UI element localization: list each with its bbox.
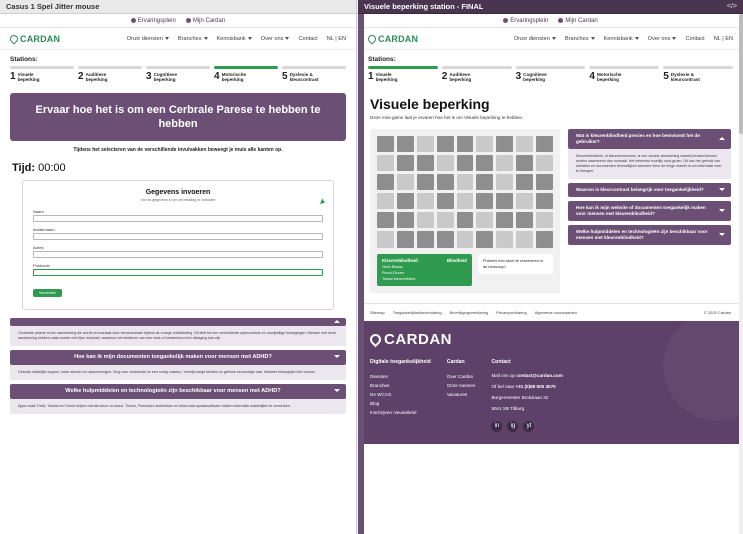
seat-cell[interactable]	[437, 136, 454, 152]
nav-item-onze-diensten[interactable]	[514, 36, 556, 42]
footer-link-onze-mensen[interactable]: Onze mensen	[446, 382, 476, 388]
form-subtitle: Vul uw gegevens in om de betaling te voltooien	[140, 197, 216, 202]
footer-email[interactable]: contact@cardan.com	[516, 372, 563, 378]
seat-cell[interactable]	[377, 174, 394, 190]
field-label: Naam	[33, 208, 44, 214]
footer-link-branches[interactable]: Branches	[370, 382, 390, 388]
step-bar	[589, 66, 659, 69]
chevron-down-icon	[719, 209, 725, 212]
footer-link-sitemap[interactable]: Sitemap	[370, 309, 385, 315]
site-footer	[358, 321, 743, 444]
youtube-icon[interactable]: yt	[523, 421, 534, 432]
seat-cell[interactable]	[476, 212, 493, 228]
utility-label: Mijn Cardan	[565, 17, 598, 24]
footer-email-line	[491, 372, 606, 380]
step-label-line1: Motorische	[221, 71, 247, 77]
seat-cell[interactable]	[536, 231, 553, 247]
timer-label: Tijd:	[12, 161, 36, 174]
footer-email-prefix: Mail ons op	[491, 372, 517, 378]
left-window-title: Casus 1 Spel Jitter mouse	[6, 2, 100, 11]
nav-label: Over ons	[647, 35, 671, 42]
step-number: 4	[214, 70, 220, 82]
station-step-1[interactable]	[368, 66, 438, 82]
seat-cell[interactable]	[536, 136, 553, 152]
chevron-down-icon	[719, 233, 725, 236]
seat-cell[interactable]	[417, 155, 434, 171]
seat-cell[interactable]	[397, 231, 414, 247]
nav-item-kennisbank[interactable]	[604, 36, 639, 42]
left-stations	[0, 50, 356, 86]
stations-steps	[10, 66, 346, 82]
step-bar	[214, 66, 278, 69]
step-number: 4	[589, 70, 595, 82]
step-number: 2	[78, 70, 84, 82]
chevron-up-icon	[719, 137, 725, 140]
seat-cell[interactable]	[437, 174, 454, 190]
legend-item-totaal-kleurenblind[interactable]: Totaal kleurenblind	[382, 275, 416, 281]
utility-ervaringsplein[interactable]	[503, 18, 548, 24]
step-label-line2: beperking	[375, 76, 398, 82]
swirl-icon	[368, 331, 384, 347]
legend-note: Probeer een stoel te reserveren in de bioscoop!	[478, 254, 553, 274]
achternaam-input[interactable]	[33, 233, 323, 240]
footer-address-line2: 5041 SB Tilburg	[491, 405, 525, 411]
colorblind-simulation[interactable]	[370, 129, 560, 292]
accordion-title: Welke hulpmiddelen en technologieën zijn beschikbaar voor mensen met ADHD?	[65, 387, 281, 394]
nav-label: Onze diensten	[126, 35, 163, 42]
footer-links-bar	[358, 303, 743, 321]
step-label-line1: Auditieve	[85, 71, 107, 77]
footer-phone-prefix: Of bel naar	[491, 383, 516, 389]
timer	[12, 162, 356, 174]
seat-cell[interactable]	[417, 231, 434, 247]
chevron-down-icon	[635, 37, 639, 40]
seat-cell[interactable]	[516, 231, 533, 247]
seat-cell[interactable]	[457, 193, 474, 209]
accordion-body-2: Gebruik duidelijke koppen, korte alinea's en opsommingen. Zorg voor voldoende en een rustig ontwerp. Vermijd lange teksten en gebruik eenvoudige taal. Markeer belangrijke info visueel.	[10, 365, 346, 380]
seat-grid[interactable]	[377, 136, 553, 247]
seat-cell[interactable]	[417, 193, 434, 209]
accordion-item-4[interactable]	[568, 225, 731, 245]
legend-box[interactable]	[377, 254, 472, 286]
right-titlebar	[358, 0, 743, 14]
nav-item-kennisbank[interactable]	[217, 36, 252, 42]
chevron-down-icon	[552, 37, 556, 40]
seat-cell[interactable]	[397, 136, 414, 152]
accordion-item-3[interactable]	[10, 384, 346, 399]
simulation-legend	[377, 254, 553, 286]
station-step-2[interactable]	[78, 66, 142, 82]
step-bar	[78, 66, 142, 69]
footer-logo-text: CARDAN	[384, 330, 452, 348]
step-label-line1: Visuele	[17, 71, 34, 77]
step-label-line2: beperking	[221, 76, 244, 82]
accordion-header[interactable]	[568, 183, 731, 197]
stations-label: Stations:	[10, 56, 38, 63]
seat-cell[interactable]	[457, 136, 474, 152]
footer-column-cardan	[447, 358, 476, 432]
step-label-line1: Dyslexie &	[670, 71, 694, 77]
adres-input[interactable]	[33, 251, 323, 258]
footer-link-diensten[interactable]: Diensten	[370, 373, 389, 379]
seat-cell[interactable]	[377, 212, 394, 228]
instagram-icon[interactable]: ig	[507, 421, 518, 432]
accordion-item-3[interactable]	[568, 201, 731, 221]
accordion-item-1[interactable]	[10, 318, 346, 326]
chevron-down-icon	[719, 188, 725, 191]
station-step-1[interactable]	[10, 66, 74, 82]
step-number: 5	[663, 70, 669, 82]
nav-item-branches[interactable]	[565, 36, 595, 42]
copyright: © 2025 Cardan	[703, 309, 731, 315]
seat-cell[interactable]	[437, 193, 454, 209]
swirl-icon	[366, 33, 377, 44]
chevron-down-icon	[204, 37, 208, 40]
legend-title-left: Kleurenblindheid	[382, 257, 418, 263]
seat-cell[interactable]	[476, 231, 493, 247]
legend-item-geel-blauw[interactable]: Geel-Blauw	[382, 263, 403, 269]
footer-column-digitale-toegankelijkheid	[370, 358, 431, 432]
chevron-down-icon	[334, 355, 340, 358]
seat-cell[interactable]	[397, 212, 414, 228]
legend-item-rood-groen[interactable]: Rood-Groen	[382, 269, 405, 275]
seat-cell[interactable]	[476, 155, 493, 171]
utility-ervaringsplein[interactable]	[131, 18, 176, 24]
accordion-header[interactable]	[10, 350, 346, 365]
seat-cell[interactable]	[417, 212, 434, 228]
experience-banner: Ervaar hoe het is om een Cerbrale Parese te hebben te hebben	[10, 93, 346, 141]
field-label: Adres	[33, 244, 44, 250]
step-label-line2: beperking	[449, 76, 472, 82]
left-nav-links	[127, 36, 346, 42]
field-achternaam[interactable]	[33, 227, 323, 240]
seat-cell[interactable]	[496, 231, 513, 247]
step-number: 2	[441, 70, 448, 82]
left-titlebar	[0, 0, 356, 14]
experience-banner-note: Tijdens het selecteren van de verschillende invulvakken beweegt je muis alle kanten op.	[73, 147, 283, 154]
pin-icon	[503, 18, 508, 23]
footer-link-nieuwsbrief[interactable]: Inschrijven nieuwsbrief	[370, 409, 417, 415]
seat-cell[interactable]	[536, 155, 553, 171]
nav-label: Contact	[685, 35, 705, 42]
step-label-line1: Cognitieve	[523, 71, 547, 77]
step-bar	[516, 66, 586, 69]
nav-item-contact[interactable]	[685, 36, 704, 42]
window-left[interactable]	[0, 0, 357, 534]
code-icon[interactable]: </>	[726, 3, 737, 10]
seat-cell[interactable]	[496, 193, 513, 209]
pane-divider	[358, 14, 364, 534]
chevron-down-icon	[165, 37, 169, 40]
step-bar	[146, 66, 210, 69]
seat-cell[interactable]	[536, 212, 553, 228]
step-bar	[10, 66, 74, 69]
seat-cell[interactable]	[457, 174, 474, 190]
right-window-title: Visuele beperking station - FINAL	[364, 2, 484, 11]
accordion-title: Wat is kleurenblindheid precies en hoe beïnvloedt het de gebruiker?	[576, 133, 700, 145]
accordion-item-1[interactable]	[568, 129, 731, 149]
nav-item-over-ons[interactable]	[648, 36, 677, 42]
stations-steps	[368, 66, 733, 82]
nav-item-contact[interactable]	[298, 36, 317, 42]
seat-cell[interactable]	[397, 155, 414, 171]
seat-cell[interactable]	[437, 155, 454, 171]
field-adres[interactable]	[33, 245, 323, 258]
nav-label: Kennisbank	[603, 35, 633, 42]
nav-item-over-ons[interactable]	[261, 36, 290, 42]
footer-heading: Cardan	[446, 358, 465, 365]
seat-cell[interactable]	[516, 193, 533, 209]
chevron-down-icon	[334, 389, 340, 392]
step-label-line2: beperking	[153, 76, 176, 82]
accordion-title: Hoe kan ik mijn website of documenten toegankelijk maken voor mensen met kleurenblindheid?	[576, 205, 706, 217]
footer-heading: Contact	[491, 358, 511, 365]
step-number: 1	[368, 70, 374, 82]
seat-cell[interactable]	[437, 212, 454, 228]
logo-text: CARDAN	[378, 33, 419, 44]
chevron-down-icon	[672, 37, 676, 40]
footer-link-privacyverklaring[interactable]: Privacyverklaring	[496, 309, 527, 315]
station-step-5[interactable]	[663, 66, 733, 82]
timer-value: 00:00	[38, 161, 66, 174]
nav-label: Kennisbank	[216, 35, 246, 42]
nav-item-onze-diensten[interactable]	[127, 36, 169, 42]
step-label-line1: Motorische	[596, 71, 622, 77]
legend-title-right: Blindheid	[446, 257, 467, 263]
seat-cell[interactable]	[417, 174, 434, 190]
seat-cell[interactable]	[496, 174, 513, 190]
mouse-cursor-icon	[320, 198, 326, 205]
station-step-4[interactable]	[589, 66, 659, 82]
page-title: Visuele beperking	[370, 96, 490, 113]
footer-column-contact	[491, 358, 606, 432]
seat-cell[interactable]	[516, 212, 533, 228]
seat-cell[interactable]	[516, 136, 533, 152]
accordion-title: Welke hulpmiddelen en technologieën zijn beschikbaar voor mensen met kleurenblindheid?	[576, 229, 708, 241]
swirl-icon	[8, 33, 19, 44]
station-step-3[interactable]	[146, 66, 210, 82]
verzenden-button[interactable]: Verzenden	[33, 289, 62, 297]
seat-cell[interactable]	[476, 136, 493, 152]
right-accordion-list	[568, 129, 731, 292]
accordion-item-2[interactable]	[10, 350, 346, 365]
accordion-title: Waarom is kleurcontrast belangrijk voor toegankelijkheid?	[576, 187, 704, 193]
step-label-line1: Cognitieve	[153, 71, 178, 77]
footer-link-algemene-voorwaarden[interactable]: Algemene voorwaarden	[534, 309, 577, 315]
seat-cell[interactable]	[476, 193, 493, 209]
nav-label: Branches	[177, 35, 202, 42]
user-icon	[558, 18, 563, 23]
footer-address-line1: Burgemeester Brokxlaan 32	[491, 394, 549, 400]
step-bar	[368, 66, 438, 69]
station-step-4[interactable]	[214, 66, 278, 82]
field-label: Postcode	[33, 262, 50, 268]
right-stations	[358, 50, 743, 86]
chevron-up-icon	[334, 320, 340, 323]
left-navbar	[0, 28, 356, 50]
seat-cell[interactable]	[536, 174, 553, 190]
seat-cell[interactable]	[496, 212, 513, 228]
nav-label: Branches	[564, 35, 589, 42]
accordion-header[interactable]	[568, 201, 731, 221]
accordion-body-3: Apps zoals Trello, Todoist en Forest helpen met structuur en focus. Timers, Pomodoro-technieken en tekst-naar-spraaksoftware maken informatie makkelijker te verwerken.	[10, 399, 346, 414]
utility-label: Ervaringsplein	[137, 17, 176, 24]
seat-cell[interactable]	[536, 193, 553, 209]
step-label-line2: kleurcontrast	[289, 76, 319, 82]
chevron-down-icon	[591, 37, 595, 40]
seat-cell[interactable]	[397, 174, 414, 190]
postcode-input[interactable]	[33, 269, 323, 276]
step-label-line1: Auditieve	[449, 71, 471, 77]
step-bar	[282, 66, 346, 69]
seat-cell[interactable]	[496, 155, 513, 171]
utility-label: Ervaringsplein	[510, 17, 549, 24]
seat-cell[interactable]	[377, 136, 394, 152]
station-step-5[interactable]	[282, 66, 346, 82]
seat-cell[interactable]	[457, 231, 474, 247]
page-subtitle: Deze mini-game laat je ervaren hoe het is om Visuele beperking te hebben.	[370, 115, 524, 121]
footer-link-blog[interactable]: Blog	[370, 400, 380, 406]
seat-cell[interactable]	[516, 155, 533, 171]
step-bar	[663, 66, 733, 69]
step-label-line1: Visuele	[375, 71, 392, 77]
footer-phone-line	[491, 383, 606, 391]
cardan-logo[interactable]	[10, 34, 60, 44]
seat-cell[interactable]	[377, 193, 394, 209]
seat-cell[interactable]	[476, 174, 493, 190]
vertical-scrollbar[interactable]	[739, 14, 743, 534]
left-utility-bar	[0, 14, 356, 28]
step-number: 3	[146, 70, 152, 82]
chevron-down-icon	[285, 37, 289, 40]
footer-link-toegankelijkheidsverklaring[interactable]: Toegankelijkheidsverklaring	[392, 309, 442, 315]
step-number: 5	[282, 70, 288, 82]
accordion-header[interactable]	[568, 129, 731, 149]
seat-cell[interactable]	[377, 155, 394, 171]
step-label-line2: beperking	[17, 76, 40, 82]
field-label: Achternaam	[33, 226, 55, 232]
step-number: 1	[10, 70, 16, 82]
right-main	[370, 129, 731, 292]
utility-mijn-cardan[interactable]	[186, 18, 225, 24]
form-title: Gegevens invoeren	[145, 188, 211, 196]
footer-link-vacatures[interactable]: Vacatures	[446, 391, 468, 397]
right-navbar	[358, 28, 743, 50]
accordion-header[interactable]	[10, 318, 346, 326]
nav-label: Onze diensten	[513, 35, 550, 42]
seat-cell[interactable]	[397, 193, 414, 209]
user-icon	[186, 18, 191, 23]
payment-form-card[interactable]	[22, 180, 334, 310]
linkedin-icon[interactable]: in	[491, 421, 502, 432]
cardan-logo[interactable]	[368, 34, 418, 44]
footer-link-beveiligingsverklaring[interactable]: Beveiligingsverklaring	[449, 309, 489, 315]
right-utility-bar	[358, 14, 743, 28]
stations-label: Stations:	[368, 56, 396, 63]
language-switcher[interactable]: NL | EN	[326, 35, 346, 42]
logo-text: CARDAN	[20, 33, 61, 44]
station-step-2[interactable]	[442, 66, 512, 82]
seat-cell[interactable]	[496, 136, 513, 152]
accordion-header[interactable]	[568, 225, 731, 245]
accordion-title: Hoe kan ik mijn documenten toegankelijk maken voor mensen met ADHD?	[74, 353, 272, 360]
footer-heading: Digitale toegankelijkheid	[370, 358, 431, 365]
window-right[interactable]	[358, 0, 743, 534]
seat-cell[interactable]	[516, 174, 533, 190]
utility-mijn-cardan[interactable]	[558, 18, 597, 24]
station-step-3[interactable]	[516, 66, 586, 82]
seat-cell[interactable]	[417, 136, 434, 152]
left-accordion-list	[10, 318, 346, 414]
seat-cell[interactable]	[377, 231, 394, 247]
seat-cell[interactable]	[437, 231, 454, 247]
utility-label: Mijn Cardan	[192, 17, 226, 24]
accordion-item-2[interactable]	[568, 183, 731, 197]
seat-cell[interactable]	[457, 212, 474, 228]
pin-icon	[131, 18, 136, 23]
accordion-body-1: Kleurenblindheid, of kleurzienstoornis, is een visuele aandoening waarbij iemand kleuren anders waarneemt dan normaal. Het bekendst moeilijk rood-groen. Dit kan het gebruik van websites en documenten bemoeilijken wanneer kleur de enige manier is om informatie over te brengen.	[568, 149, 731, 179]
scrollbar-thumb[interactable]	[739, 14, 743, 134]
accordion-header[interactable]	[10, 384, 346, 399]
step-label-line2: beperking	[85, 76, 108, 82]
footer-socials	[491, 421, 606, 432]
field-naam[interactable]	[33, 209, 323, 222]
accordion-body-1: Cerebrale parese is een aandoening die wordt veroorzaakt door hersenschade tijdens de vroege ontwikkeling. Dit leidt tot een verminderde spiercontrole en onvrijwillige bewegingen. Mensen met deze aandoening hebben vaak moeite met fijne motoriek, waardoor het bedienen van een muis of toetsenbord een uitdaging kan zijn.	[10, 326, 346, 346]
step-bar	[442, 66, 512, 69]
right-nav-links	[514, 36, 733, 42]
nav-label: Over ons	[260, 35, 284, 42]
nav-item-branches[interactable]	[178, 36, 208, 42]
language-switcher[interactable]: NL | EN	[713, 35, 733, 42]
footer-link-over-cardan[interactable]: Over Cardan	[446, 373, 474, 379]
step-number: 3	[515, 70, 522, 82]
field-postcode[interactable]	[33, 263, 323, 276]
naam-input[interactable]	[33, 215, 323, 222]
step-label-line2: kleurcontrast	[670, 76, 700, 82]
footer-phone[interactable]: +31 (0)88 500 4070	[515, 383, 556, 389]
step-label-line2: beperking	[596, 76, 619, 82]
chevron-down-icon	[248, 37, 252, 40]
seat-cell[interactable]	[457, 155, 474, 171]
footer-link-de-wcag[interactable]: De WCAG	[370, 391, 392, 397]
step-label-line1: Dyslexie &	[289, 71, 313, 77]
step-label-line2: beperking	[523, 76, 546, 82]
nav-label: Contact	[298, 35, 318, 42]
